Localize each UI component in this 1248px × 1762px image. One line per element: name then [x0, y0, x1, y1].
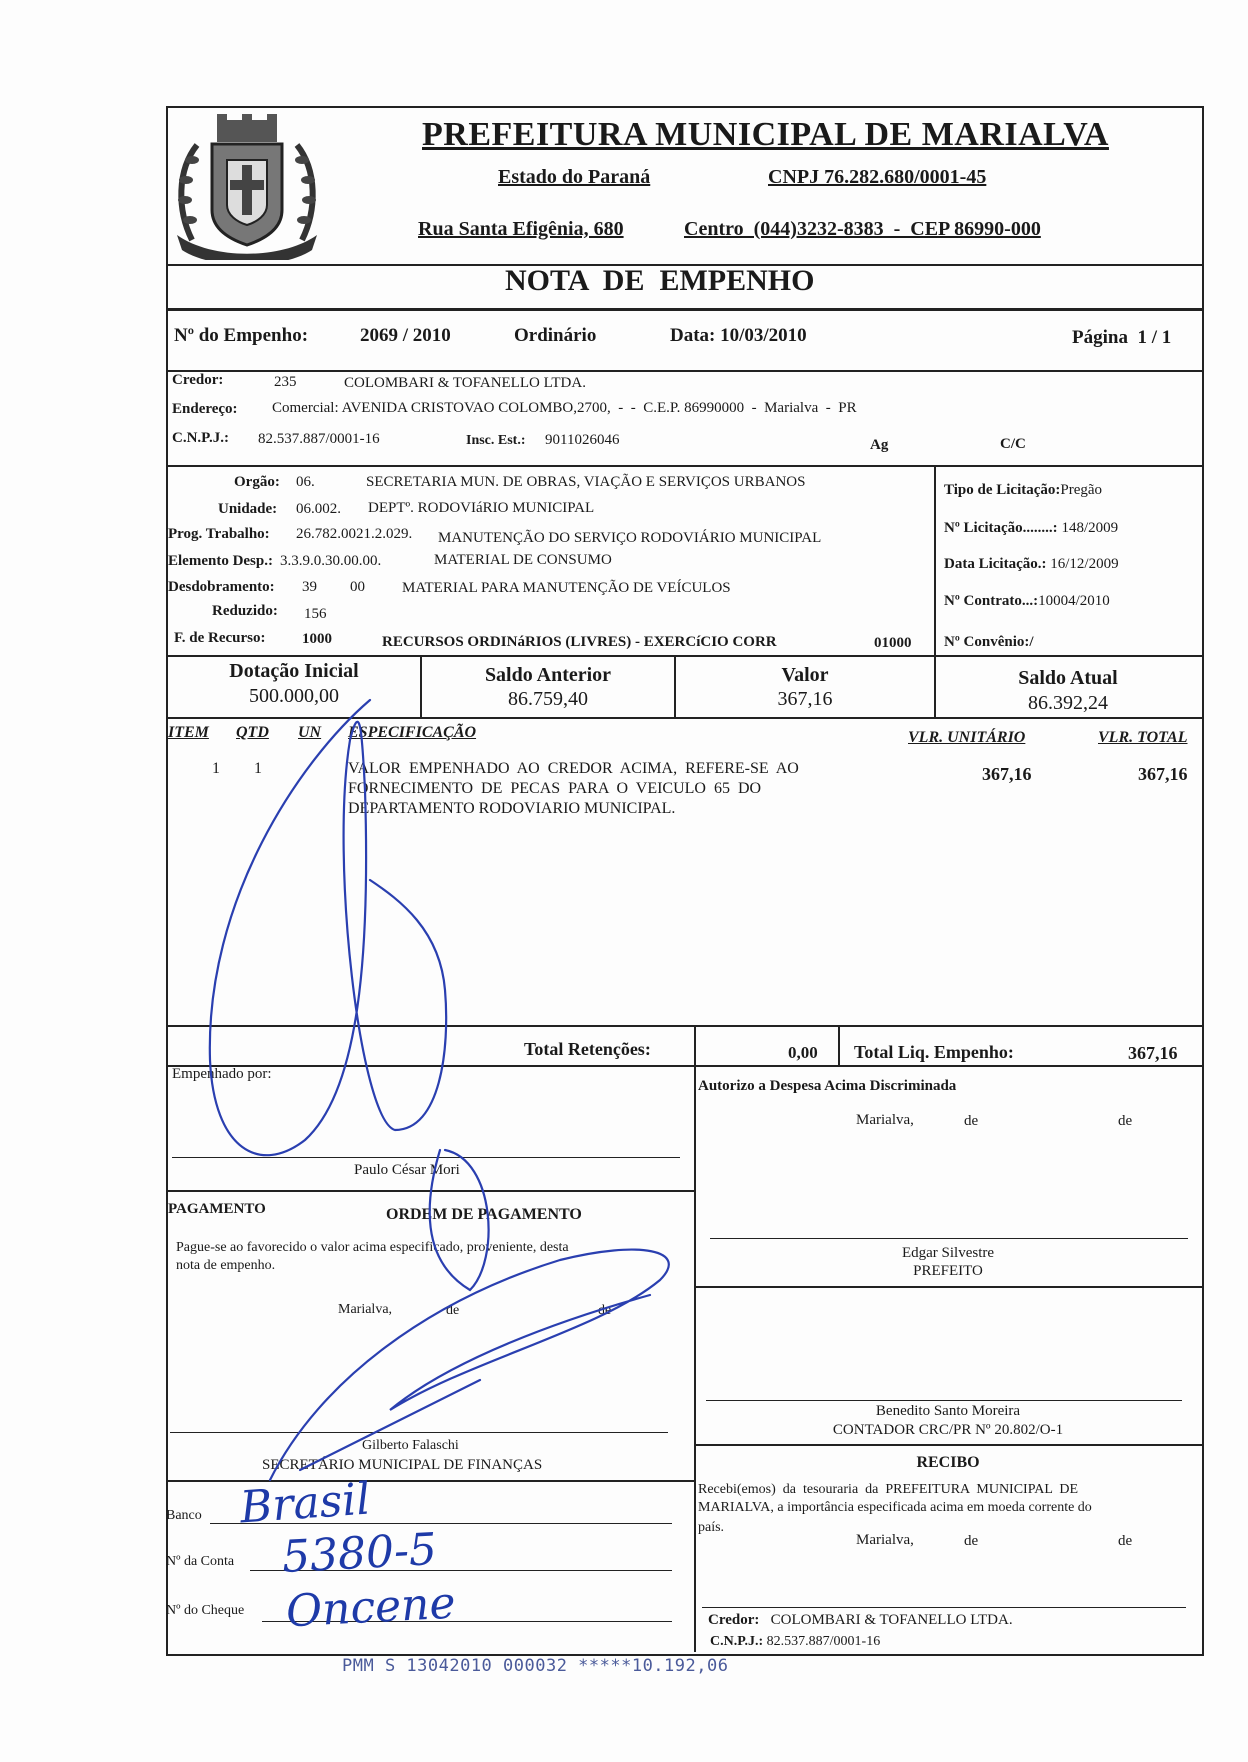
reduz-label: Reduzido:: [212, 603, 278, 619]
orgao-code: 06.: [296, 474, 315, 490]
cc-label: C/C: [1000, 436, 1026, 452]
dotacao-label: Dotação Inicial: [229, 660, 359, 682]
divider: [694, 1025, 696, 1067]
banco-label: Banco: [166, 1508, 202, 1523]
header-state: Estado do Paraná: [498, 166, 651, 188]
recibo-cnpj-label: C.N.P.J.:: [710, 1634, 764, 1649]
divider: [166, 1190, 694, 1192]
valor-value: 367,16: [777, 688, 833, 710]
col-un-header: UN: [298, 724, 322, 741]
ordem-label: ORDEM DE PAGAMENTO: [386, 1206, 582, 1223]
contador-title: CONTADOR CRC/PR Nº 20.802/O-1: [832, 1422, 1064, 1438]
divider: [166, 655, 1202, 657]
empenho-date: Data: 10/03/2010: [670, 325, 807, 346]
licitacao-contrato-label: Nº Contrato...:: [944, 593, 1039, 609]
recibo-credor-name: COLOMBARI & TOFANELLO LTDA.: [770, 1612, 1013, 1628]
divider: [166, 1025, 1202, 1027]
licitacao-data: [944, 556, 1119, 573]
licitacao-data-value: 16/12/2009: [1050, 556, 1119, 572]
bank-stamp: PMM S 13042010 000032 *****10.192,06: [342, 1656, 729, 1676]
contador-name: Benedito Santo Moreira: [875, 1403, 1021, 1419]
autorizo-label: Autorizo a Despesa Acima Discriminada: [698, 1078, 957, 1094]
ordem-de2: de: [598, 1303, 612, 1318]
dotacao-value: 500.000,00: [249, 685, 339, 707]
col-unit-header: VLR. UNITÁRIO: [908, 729, 1026, 746]
col-item-header: ITEM: [168, 724, 209, 741]
licitacao-contrato-value: 10004/2010: [1038, 593, 1110, 609]
anterior-label: Saldo Anterior: [484, 664, 612, 686]
pague-line2: nota de empenho.: [176, 1258, 276, 1273]
desd-name: MATERIAL PARA MANUTENÇÃO DE VEÍCULOS: [402, 580, 731, 596]
hw-conta: 5380-5: [280, 1523, 439, 1584]
recurso-name: RECURSOS ORDINáRIOS (LIVRES) - EXERCíCIO CORR: [382, 634, 777, 650]
recurso-code: 1000: [302, 631, 332, 647]
prog-name: MANUTENÇÃO DO SERVIÇO RODOVIÁRIO MUNICIPAL: [438, 530, 822, 546]
address-label: Endereço:: [172, 401, 238, 417]
row-unit-value: 367,16: [982, 764, 1032, 784]
recurso-label: F. de Recurso:: [174, 630, 266, 646]
divider: [166, 717, 1202, 719]
row-total-value: 367,16: [1138, 764, 1188, 784]
col-total-header: VLR. TOTAL: [1098, 729, 1188, 746]
orgao-name: SECRETARIA MUN. DE OBRAS, VIAÇÃO E SERVIÇOS URBANOS: [366, 474, 806, 490]
ag-label: Ag: [870, 437, 889, 453]
recurso-sub: 01000: [874, 635, 912, 651]
divider: [166, 370, 1202, 372]
recibo-marialva: Marialva,: [856, 1532, 914, 1548]
licitacao-data-label: Data Licitação.:: [944, 556, 1047, 572]
credor-address: Comercial: AVENIDA CRISTOVAO COLOMBO,2700, - - C.E.P. 86990000 - Marialva - PR: [272, 400, 857, 416]
orgao-label: Orgão:: [234, 474, 280, 490]
row-item: 1: [212, 760, 220, 777]
empenho-type: Ordinário: [514, 325, 597, 346]
header-cnpj: CNPJ 76.282.680/0001-45: [768, 166, 987, 188]
licitacao-num-label: Nº Licitação........:: [944, 520, 1058, 536]
divider: [166, 308, 1202, 311]
doc-title: NOTA DE EMPENHO: [505, 264, 815, 297]
recibo-credor: [708, 1612, 1013, 1629]
divider: [166, 1065, 1202, 1067]
header-contact: Centro (044)3232-8383 - CEP 86990-000: [684, 218, 1041, 240]
prog-label: Prog. Trabalho:: [168, 526, 270, 542]
ordem-de1: de: [446, 1303, 460, 1318]
conta-label: Nº da Conta: [166, 1554, 235, 1569]
divider: [838, 1025, 840, 1067]
empenhado-name: Paulo César Mori: [354, 1162, 460, 1178]
licitacao-tipo-label: Tipo de Licitação:: [944, 482, 1061, 498]
secretario-title: SECRETÁRIO MUNICIPAL DE FINANÇAS: [262, 1457, 543, 1473]
desd-code1: 39: [302, 579, 317, 595]
header-title: PREFEITURA MUNICIPAL DE MARIALVA: [422, 116, 1109, 153]
recibo-label: RECIBO: [916, 1454, 980, 1471]
recibo-line2: MARIALVA, a importância especificada acima em moeda corrente do: [698, 1500, 1092, 1515]
recibo-credor-label: Credor:: [708, 1612, 760, 1628]
autorizo-de2: de: [1118, 1113, 1133, 1129]
row-qtd: 1: [254, 760, 262, 777]
col-qtd-header: QTD: [236, 724, 269, 741]
unidade-code: 06.002.: [296, 501, 341, 517]
empenho-number-label: Nº do Empenho:: [174, 325, 309, 346]
signature-line: [170, 1432, 668, 1433]
licitacao-num-value: 148/2009: [1061, 520, 1119, 536]
credor-code: 235: [274, 374, 297, 390]
coat-of-arms: [172, 110, 322, 260]
signature-line: [710, 1238, 1188, 1239]
retencoes-label: Total Retenções:: [524, 1039, 651, 1059]
page-number: Página 1 / 1: [1072, 327, 1172, 348]
recibo-de1: de: [964, 1533, 979, 1549]
autorizo-marialva: Marialva,: [856, 1112, 914, 1128]
secretario-name: Gilberto Falaschi: [362, 1438, 459, 1453]
signature-line: [172, 1157, 680, 1158]
row-spec-line3: DEPARTAMENTO RODOVIARIO MUNICIPAL.: [348, 800, 676, 817]
prefeito-name: Edgar Silvestre: [901, 1245, 995, 1261]
signature-line: [706, 1400, 1182, 1401]
atual-label: Saldo Atual: [1018, 667, 1118, 689]
licitacao-tipo: [944, 482, 1102, 499]
divider: [166, 465, 1202, 467]
empenho-number: 2069 / 2010: [360, 325, 451, 346]
divider: [694, 1286, 1202, 1288]
divider: [694, 1065, 696, 1652]
signature-line: [702, 1607, 1186, 1608]
reduz-value: 156: [304, 606, 327, 622]
unidade-name: DEPTº. RODOVIáRIO MUNICIPAL: [368, 500, 595, 516]
credor-cnpj: 82.537.887/0001-16: [258, 431, 380, 447]
licitacao-convenio: Nº Convênio:/: [944, 634, 1034, 650]
hw-cheque: Oncene: [284, 1577, 457, 1638]
valor-label: Valor: [781, 664, 829, 686]
insc-label: Insc. Est.:: [466, 433, 526, 448]
recibo-cnpj: [710, 1634, 880, 1650]
cnpj-label: C.N.P.J.:: [172, 430, 229, 446]
recibo-cnpj-value: 82.537.887/0001-16: [766, 1634, 881, 1649]
divider: [934, 465, 936, 657]
pague-line1: Pague-se ao favorecido o valor acima especificado, proveniente, desta: [176, 1240, 569, 1255]
credor-name: COLOMBARI & TOFANELLO LTDA.: [344, 375, 586, 391]
credor-label: Credor:: [172, 372, 224, 388]
prog-code: 26.782.0021.2.029.: [296, 526, 413, 542]
elem-label: Elemento Desp.:: [168, 553, 273, 569]
prefeito-title: PREFEITO: [913, 1263, 983, 1279]
row-spec-line2: FORNECIMENTO DE PECAS PARA O VEICULO 65 DO: [348, 780, 762, 797]
pagamento-label: PAGAMENTO: [168, 1201, 266, 1217]
cheque-label: Nº do Cheque: [166, 1603, 245, 1618]
liq-value: 367,16: [1128, 1043, 1178, 1063]
unidade-label: Unidade:: [218, 501, 278, 517]
divider: [694, 1444, 1202, 1446]
retencoes-value: 0,00: [788, 1043, 818, 1062]
elem-code: 3.3.9.0.30.00.00.: [280, 553, 382, 569]
licitacao-contrato: [944, 593, 1110, 610]
atual-value: 86.392,24: [1028, 692, 1108, 714]
licitacao-num: [944, 520, 1118, 537]
desd-code2: 00: [350, 579, 365, 595]
recibo-line1: Recebi(emos) da tesouraria da PREFEITURA MUNICIPAL DE: [698, 1482, 1079, 1497]
credor-insc: 9011026046: [545, 432, 620, 448]
recibo-de2: de: [1118, 1533, 1133, 1549]
col-esp-header: ESPECIFICAÇÃO: [348, 724, 477, 741]
liq-label: Total Liq. Empenho:: [854, 1042, 1014, 1062]
elem-name: MATERIAL DE CONSUMO: [434, 552, 612, 568]
hw-banco: Brasil: [238, 1473, 372, 1534]
recibo-line3: país.: [698, 1520, 725, 1535]
anterior-value: 86.759,40: [508, 688, 588, 710]
row-spec-line1: VALOR EMPENHADO AO CREDOR ACIMA, REFERE-SE AO: [348, 760, 799, 777]
ordem-marialva: Marialva,: [338, 1302, 393, 1317]
empenhado-label: Empenhado por:: [172, 1066, 272, 1082]
licitacao-tipo-value: Pregão: [1060, 482, 1103, 498]
desd-label: Desdobramento:: [168, 579, 275, 595]
header-street: Rua Santa Efigênia, 680: [418, 218, 624, 240]
autorizo-de1: de: [964, 1113, 979, 1129]
